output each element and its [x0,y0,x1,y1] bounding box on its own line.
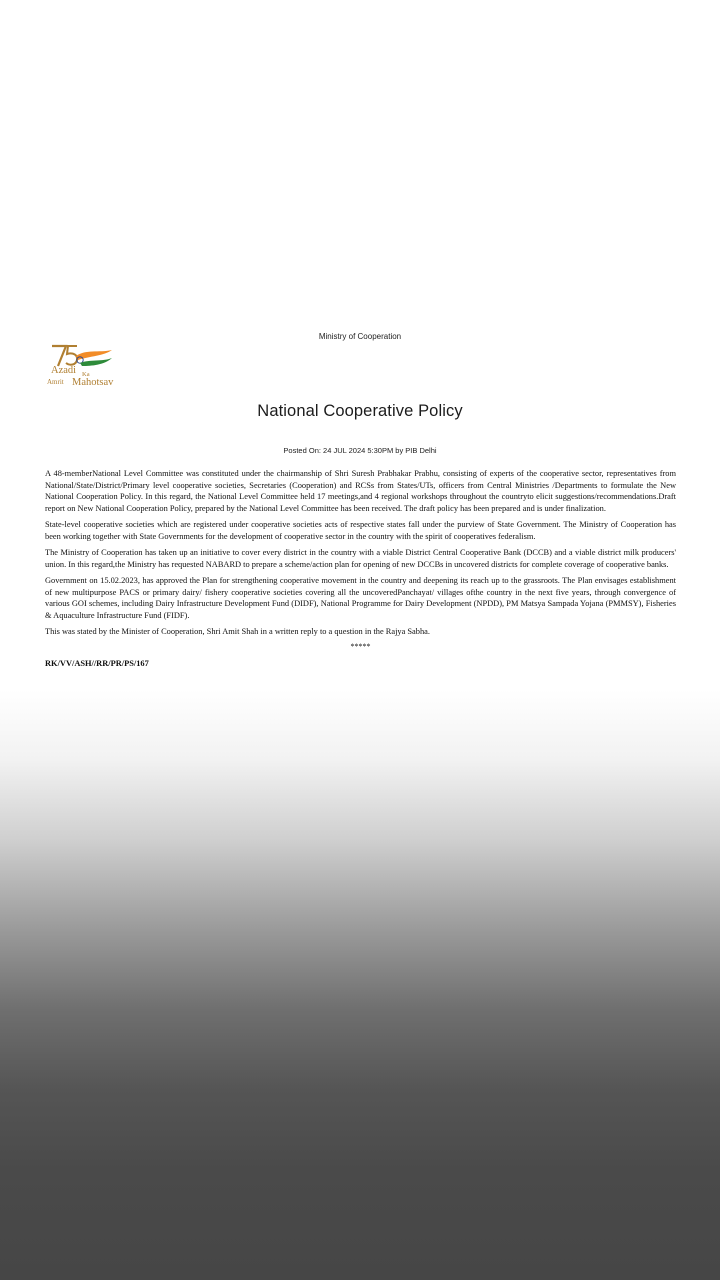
page-title: National Cooperative Policy [257,402,463,420]
paragraph-3: The Ministry of Cooperation has taken up an initiative to cover every district in the country with a viable District Central Cooperative Bank (DCCB) and a viable district milk producers' union. In this regard,the Ministry has requested NABARD to prepare a scheme/action plan for opening of new DCCBs in uncovered districts for complete coverage of cooperative banks. [45,548,676,569]
paragraph-1: A 48-memberNational Level Committee was constituted under the chairmanship of Shri Suresh Prabhakar Prabhu, consisting of experts of the cooperative sector, representatives from National/State/District/Primary level cooperative societies, Secretaries (Cooperation) and RCSs from States/UTs, officers from Central Ministries /Departments to formulate the New National Cooperation Policy. In this regard, the National Level Committee held 17 meetings,and 4 regional workshops throughout the countryto elicit suggestions/recommendations.Draft report on New National Cooperation Policy, prepared by the National Level Committee has been received. The draft policy has been prepared and is under finalization. [45,469,676,513]
logo-mahotsav-text: Mahotsav [72,377,114,388]
paragraph-4: Government on 15.02.2023, has approved the Plan for strengthening cooperative movement in the country and deepening its reach up to the grassroots. The Plan envisages establishment of new multipurpose PACS or primary dairy/ fishery cooperative societies covering all the uncoveredPanchayat/ villages ofthe country in the next five years, through convergence of various GOI schemes, including Dairy Infrastructure Development Fund (DIDF), National Programme for Dairy Development (NPDD), PM Matsya Sampada Yojana (PMMSY), Fisheries & Aquaculture Infrastructure Fund (FIDF). [45,576,676,620]
logo-ka-text: Ka [82,371,90,378]
logo-azadi-text: Azadi [51,365,77,376]
logo-amrit-text: Amrit [47,378,64,386]
posted-date: Posted On: 24 JUL 2024 5:30PM by PIB Delhi [283,446,437,455]
ministry-name: Ministry of Cooperation [318,332,402,341]
paragraph-2: State-level cooperative societies which are registered under cooperative societies acts of respective states fall under the purview of State Government. The Ministry of Cooperation has been working together with State Governments for the development of cooperative sector in the country with the spirit of cooperatives federalism. [45,520,676,541]
article-body [45,468,676,669]
reference-code: RK/VV/ASH//RR/PR/PS/167 [45,658,149,668]
azadi-ka-amrit-mahotsav-logo [46,344,136,392]
paragraph-5: This was stated by the Minister of Cooperation, Shri Amit Shah in a written reply to a question in the Rajya Sabha. [45,627,430,636]
separator-stars: ***** [350,641,371,651]
